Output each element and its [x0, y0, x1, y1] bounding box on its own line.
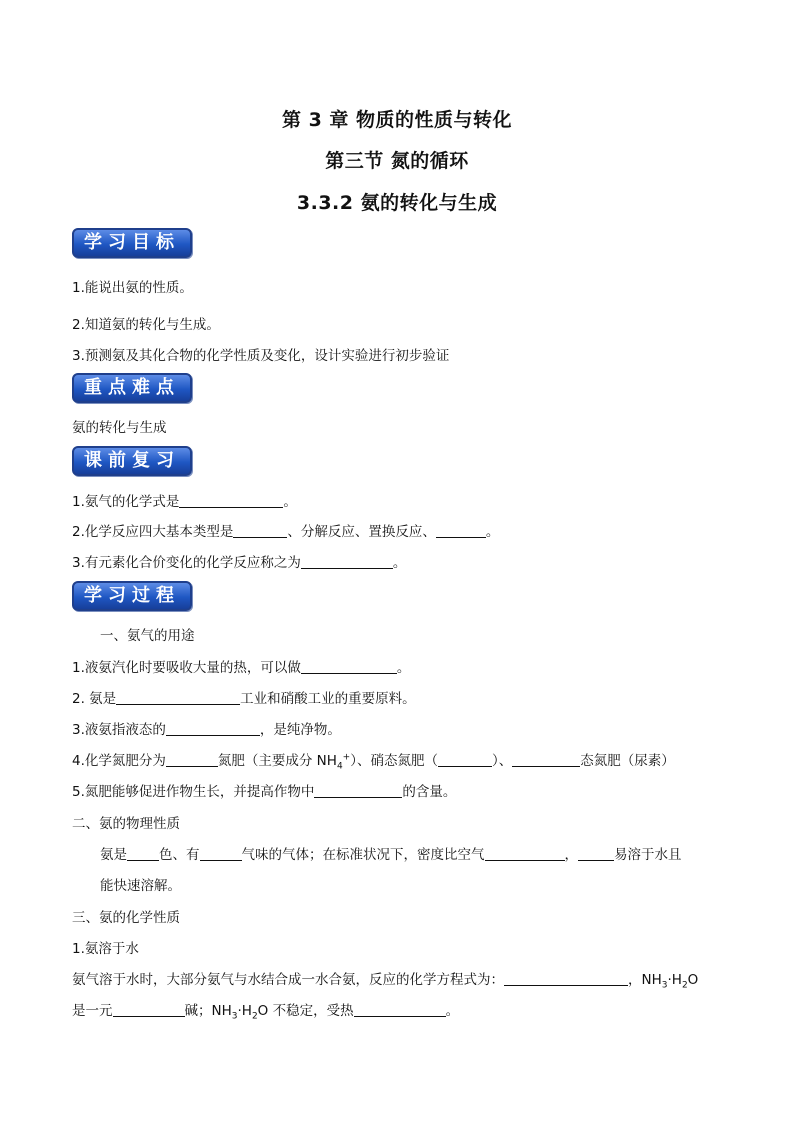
key-points-text: 氨的转化与生成 [72, 420, 167, 436]
answer-blank[interactable] [301, 554, 393, 569]
answer-blank[interactable] [436, 523, 486, 538]
answer-blank[interactable] [578, 846, 614, 861]
goal-2: 2.知道氨的转化与生成。 [72, 317, 220, 333]
physical-line-1: 氨是 色、有 气味的气体；在标准状况下，密度比空气 ， 易溶于水且 [100, 847, 682, 863]
answer-blank[interactable] [179, 493, 283, 508]
badge-review: 课前复习 [72, 446, 192, 476]
section-physical-heading: 二、氨的物理性质 [72, 816, 180, 832]
answer-blank[interactable] [354, 1002, 446, 1017]
use-4: 4.化学氮肥分为 氮肥（主要成分 $NH_4^+$）、硝态氮肥（ ）、 态氮肥（尿素） [72, 752, 675, 772]
answer-blank[interactable] [504, 971, 628, 986]
answer-blank[interactable] [233, 523, 287, 538]
physical-line-2: 能快速溶解。 [100, 878, 181, 894]
chemical-item-1: 1.氨溶于水 [72, 941, 139, 957]
lesson-title: 3.3.2 氨的转化与生成 [296, 192, 498, 214]
chemical-line-1: 氨气溶于水时，大部分氨气与水结合成一水合氨，反应的化学方程式为： ，$NH_3\cdot H_2O$ [72, 972, 699, 991]
badge-key-points: 重点难点 [72, 373, 192, 403]
answer-blank[interactable] [438, 752, 492, 767]
badge-goals: 学习目标 [72, 228, 192, 258]
use-2: 2. 氨是 工业和硝酸工业的重要原料。 [72, 691, 416, 707]
section-title: 第三节 氮的循环 [325, 150, 469, 172]
chapter-title: 第 3 章 物质的性质与转化 [281, 109, 513, 131]
use-5: 5.氮肥能够促进作物生长，并提高作物中 的含量。 [72, 784, 457, 800]
answer-blank[interactable] [314, 783, 402, 798]
section-chemical-heading: 三、氨的化学性质 [72, 910, 180, 926]
badge-process: 学习过程 [72, 581, 192, 611]
answer-blank[interactable] [166, 752, 218, 767]
answer-blank[interactable] [166, 721, 260, 736]
chemical-line-2: 是一元 碱；$NH_3\cdot H_2O$ 不稳定，受热 。 [72, 1003, 460, 1022]
review-q1: 1.氨气的化学式是 。 [72, 494, 297, 510]
answer-blank[interactable] [200, 846, 242, 861]
use-1: 1.液氨汽化时要吸收大量的热，可以做 。 [72, 660, 411, 676]
section-uses-heading: 一、氨气的用途 [100, 628, 195, 644]
answer-blank[interactable] [113, 1002, 185, 1017]
answer-blank[interactable] [485, 846, 565, 861]
goal-1: 1.能说出氨的性质。 [72, 280, 193, 296]
answer-blank[interactable] [512, 752, 580, 767]
answer-blank[interactable] [301, 659, 397, 674]
use-3: 3.液氨指液态的 ，是纯净物。 [72, 722, 341, 738]
answer-blank[interactable] [127, 846, 159, 861]
goal-3: 3.预测氨及其化合物的化学性质及变化，设计实验进行初步验证 [72, 348, 450, 364]
review-q2: 2.化学反应四大基本类型是 、分解反应、置换反应、 。 [72, 524, 500, 540]
review-q3: 3.有元素化合价变化的化学反应称之为 。 [72, 555, 407, 571]
answer-blank[interactable] [116, 690, 240, 705]
